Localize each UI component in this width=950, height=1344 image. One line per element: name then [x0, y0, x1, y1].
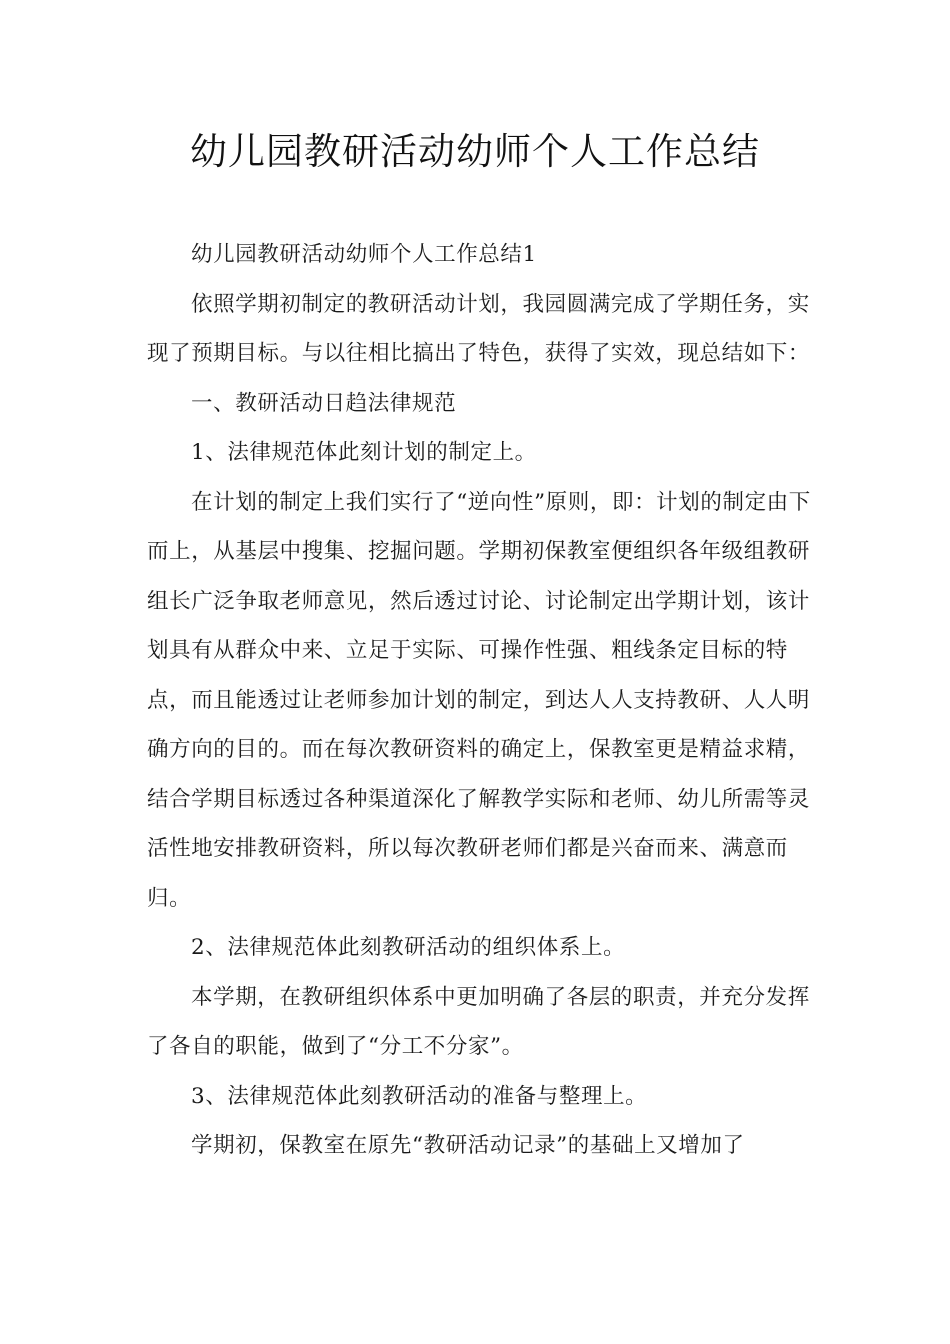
intro-paragraph: 依照学期初制定的教研活动计划，我园圆满完成了学期任务，实现了预期目标。与以往相比搞出了特色，获得了实效，现总结如下： [147, 291, 811, 366]
body-paragraph: 在计划的制定上我们实行了“逆向性”原则，即：计划的制定由下而上，从基层中搜集、挖掘问题。学期初保教室便组织各年级组教研组长广泛争取老师意见，然后透过讨论、讨论制定出学期计划，该计划具有从群众中来、立足于实际、可操作性强、粗线条定目标的特点，而且能透过让老师参加计划的制定，到达人人支持教研、人人明确方向的目的。而在每次教研资料的确定上，保教室更是精益求精，结合学期目标透过各种渠道深化了解教学实际和老师、幼儿所需等灵活性地安排教研资料，所以每次教研老师们都是兴奋而来、满意而归。 [147, 489, 811, 911]
body-paragraph: 学期初，保教室在原先“教研活动记录”的基础上又增加了 [191, 1133, 745, 1158]
point-heading: 1、法律规范体此刻计划的制定上。 [191, 440, 537, 465]
point-heading: 3、法律规范体此刻教研活动的准备与整理上。 [191, 1083, 648, 1109]
document-body [147, 230, 817, 1171]
subtitle-paragraph: 幼儿园教研活动幼师个人工作总结1 [191, 242, 537, 267]
document-title: 幼儿园教研活动幼师个人工作总结 [190, 130, 760, 173]
point-heading: 2、法律规范体此刻教研活动的组织体系上。 [191, 935, 626, 960]
body-paragraph: 本学期，在教研组织体系中更加明确了各层的职责，并充分发挥了各自的职能，做到了“分工不分家”。 [147, 984, 810, 1059]
section-heading: 一、教研活动日趋法律规范 [191, 390, 457, 416]
